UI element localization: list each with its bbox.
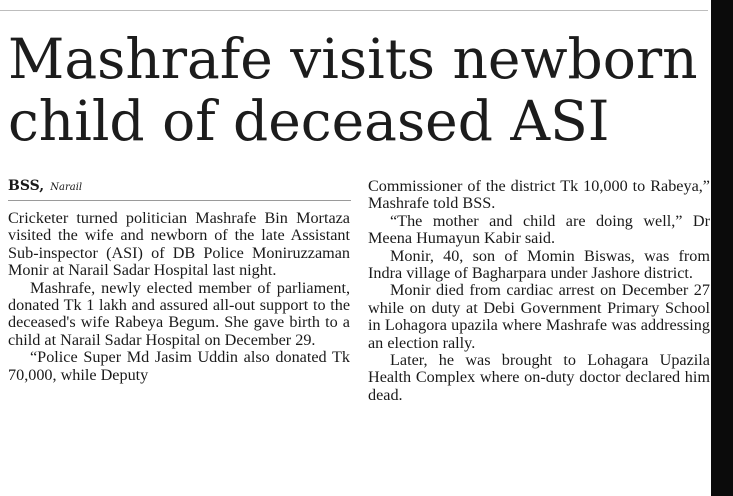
byline (8, 177, 351, 201)
paragraph: Commissioner of the district Tk 10,000 to Rabeya,” Mashrafe told BSS. (368, 177, 710, 213)
paragraph: Monir, 40, son of Momin Biswas, was from Indra village of Bagharpara under Jashore district. (368, 246, 710, 283)
byline-agency: BSS, (8, 178, 45, 194)
paragraph: Cricketer turned politician Mashrafe Bin Mortaza visited the wife and newborn of the late Assistant Sub-inspector (ASI) of DB Police Moniruzzaman Monir at Narail Sadar Hospital last night. (8, 209, 350, 280)
paragraph: Later, he was brought to Lohagara Upazila Health Complex where on-duty doctor declared him dead. (368, 351, 710, 404)
paragraph: Monir died from cardiac arrest on December 27 while on duty at Debi Government Primary School in Lohagora upazila where Mashrafe was addressing an election rally. (368, 281, 710, 352)
paragraph: Mashrafe, newly elected member of parliament, donated Tk 1 lakh and assured all-out support to the deceased's wife Rabeya Begum. She gave birth to a child at Narail Sadar Hospital on December 29. (8, 278, 350, 349)
article-column-1 (8, 210, 350, 384)
article-column-2 (368, 178, 710, 404)
paragraph: “Police Super Md Jasim Uddin also donated Tk 70,000, while Deputy (8, 348, 350, 384)
headline: Mashrafe visits newborn child of deceased ASI (8, 27, 698, 153)
top-rule (0, 10, 708, 11)
page-edge-bar (711, 0, 733, 496)
paragraph: “The mother and child are doing well,” Dr Meena Humayun Kabir said. (368, 211, 710, 248)
byline-place: Narail (50, 182, 83, 193)
